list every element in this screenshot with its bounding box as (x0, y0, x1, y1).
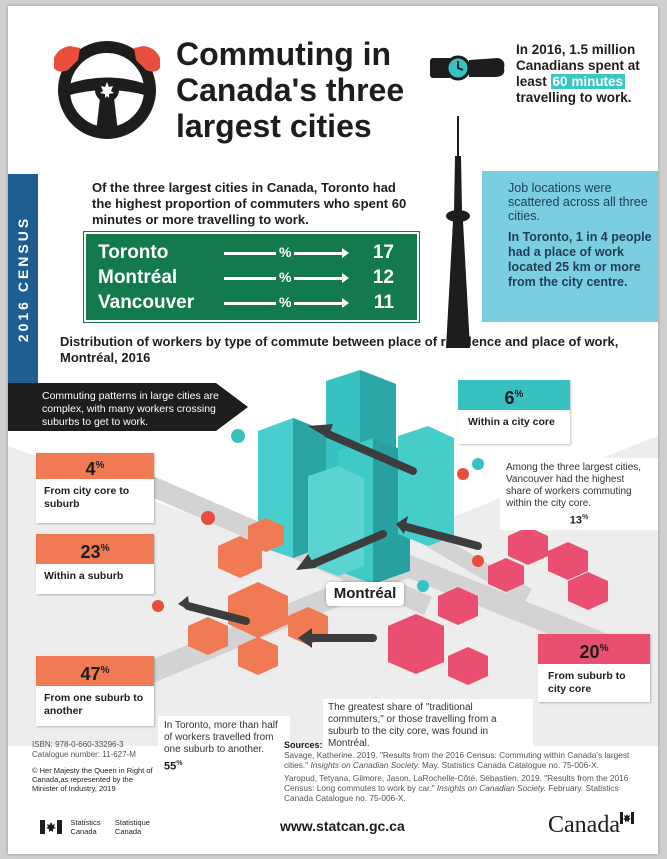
stat-within-suburb (36, 534, 154, 594)
sign-city: Montréal (98, 267, 178, 288)
stat-label: From suburb to city core (548, 670, 626, 695)
stat-number: 23% (80, 542, 110, 562)
intro-text: Of the three largest cities in Canada, Toronto had the highest proportion of commuters who spent 60 minutes or more travelling to work. (92, 180, 407, 227)
note-toronto: In Toronto, more than half of workers travelled from one suburb to another. 55% (158, 716, 290, 778)
sign-row-montreal (98, 267, 408, 293)
stat-core-to-suburb (36, 453, 154, 523)
note-vancouver: Among the three largest cities, Vancouver had the highest share of workers commuting within the city core. 13% (500, 458, 658, 530)
sign-value: 12 (372, 267, 394, 288)
watch-text-highlight: 60 minutes (552, 74, 624, 89)
sign-pct: % (276, 269, 294, 285)
census-side-band (8, 174, 38, 384)
infographic-page (8, 6, 658, 854)
cn-tower-icon (428, 116, 488, 348)
watch-stat-text (516, 42, 656, 106)
statcan-en: Statistics Canada (70, 818, 101, 836)
note-value: 13 (569, 514, 582, 527)
stat-label: Within a city core (468, 416, 555, 428)
statcan-logo (40, 818, 155, 836)
stat-label: From one suburb to another (44, 692, 144, 717)
stat-label: Within a suburb (44, 570, 124, 582)
stat-number: 20% (579, 642, 609, 662)
commute-sign (84, 232, 419, 322)
sign-city: Toronto (98, 242, 169, 263)
job-locations-panel (482, 171, 658, 322)
sign-value: 17 (372, 242, 394, 263)
stat-number: 47% (80, 664, 110, 684)
sign-city: Vancouver (98, 292, 195, 313)
note-text: Among the three largest cities, Vancouver had the highest share of workers commuting within the city core. (506, 462, 642, 509)
steering-wheel-icon (48, 40, 166, 140)
isbn-block (32, 740, 157, 793)
canada-flag-icon (40, 820, 62, 834)
catalogue-number: Catalogue number: 11-627-M (32, 750, 136, 759)
copyright-text: © Her Majesty the Queen in Right of Canada,as represented by the Minister of Industry, 2019 (32, 766, 153, 793)
watch-text-after: travelling to work. (516, 90, 632, 105)
distribution-title: Distribution of workers by type of commute between place of residence and place of work, Montréal, 2016 (60, 334, 619, 365)
source-1: Savage, Katherine. 2019. "Results from the 2016 Census: Commuting within Canada's largest cities." Insights on Canadian Society. May. Statistics Canada Catalogue no. 75-006-X. (284, 750, 630, 770)
montreal-map-label: Montréal (326, 582, 404, 606)
note-traditional-commuters: The greatest share of "traditional commuters," or those travelling from a suburb to the city core, was found in Montréal. (323, 699, 533, 753)
statcan-fr: Statistique Canada (114, 818, 150, 836)
sign-pct: % (276, 244, 294, 260)
page-title: Commuting in Canada's three largest cities (176, 36, 405, 144)
canada-wordmark: Canada (548, 812, 634, 839)
stat-label: From city core to suburb (44, 485, 130, 510)
stat-city-core (458, 380, 570, 444)
sign-row-vancouver (98, 292, 408, 318)
jobs-text-2: In Toronto, 1 in 4 people had a place of work located 25 km or more from the city centre. (508, 230, 652, 289)
stat-number: 4% (85, 459, 105, 479)
stat-number: 6% (504, 388, 524, 408)
watch-text-before: In 2016, 1.5 million Canadians spent at least (516, 42, 640, 89)
census-label: 2016 CENSUS (15, 215, 31, 343)
source-2: Yaropud, Tetyana, Gilmore, Jason, LaRochelle-Côté, Sébastien. 2019. "Results from the 2016 Census: Long commutes to work by car." Insights on Canadian Society. February. Statistics Canada Catalogue no. 75-006-X. (284, 773, 629, 803)
sign-value: 11 (373, 292, 394, 313)
wristwatch-icon (428, 50, 508, 86)
sign-pct: % (276, 294, 294, 310)
jobs-text-1: Job locations were scattered across all three cities. (508, 181, 648, 223)
note-text: In Toronto, more than half of workers travelled from one suburb to another. (164, 720, 278, 755)
sources-heading: Sources: (284, 740, 323, 750)
banner-text: Commuting patterns in large cities are complex, with many workers crossing suburbs to get to work. (42, 390, 219, 428)
sources-block (284, 740, 646, 803)
note-value: 55 (164, 760, 177, 773)
stat-suburb-to-suburb (36, 656, 154, 726)
isbn-number: ISBN: 978-0-660-33296-3 (32, 740, 124, 749)
statcan-url[interactable]: www.statcan.gc.ca (280, 818, 405, 834)
stat-suburb-to-core (538, 634, 650, 702)
sign-row-toronto (98, 242, 408, 268)
